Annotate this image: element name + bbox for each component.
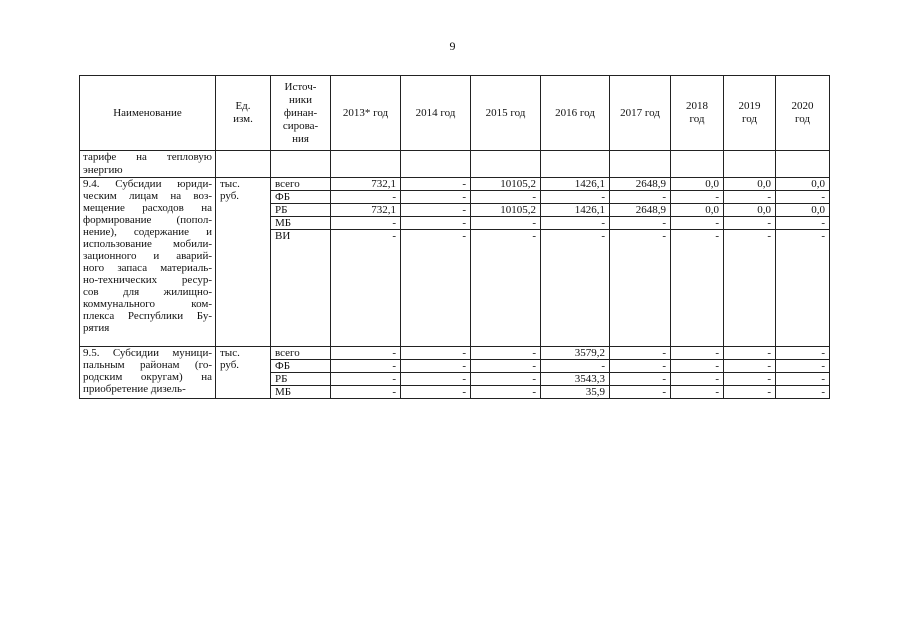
value-cell: - <box>724 191 776 204</box>
value-cell: 3579,2 <box>541 347 610 360</box>
header-year-2018: 2018 год <box>671 76 724 151</box>
value-cell: - <box>776 191 830 204</box>
source-cell: РБ <box>271 373 331 386</box>
empty-cell <box>610 151 671 178</box>
continuation-text: тарифе на тепловую энергию <box>80 151 216 178</box>
value-cell: - <box>471 373 541 386</box>
value-cell: - <box>610 217 671 230</box>
header-unit: Ед. изм. <box>216 76 271 151</box>
value-cell: - <box>401 373 471 386</box>
empty-cell <box>331 151 401 178</box>
value-cell: 0,0 <box>776 204 830 217</box>
value-cell: - <box>671 373 724 386</box>
header-year-2013: 2013* год <box>331 76 401 151</box>
value-cell: 10105,2 <box>471 178 541 191</box>
value-cell: 0,0 <box>671 204 724 217</box>
value-cell: - <box>471 217 541 230</box>
value-cell: - <box>671 191 724 204</box>
header-year-2019: 2019 год <box>724 76 776 151</box>
unit-cell: тыс. руб. <box>216 178 271 347</box>
source-cell: всего <box>271 178 331 191</box>
empty-cell <box>271 151 331 178</box>
value-cell: 732,1 <box>331 178 401 191</box>
value-cell: - <box>776 347 830 360</box>
value-cell: - <box>610 360 671 373</box>
empty-cell <box>724 151 776 178</box>
value-cell: - <box>776 373 830 386</box>
source-cell: МБ <box>271 217 331 230</box>
continuation-row <box>80 151 830 178</box>
empty-cell <box>541 151 610 178</box>
value-cell: - <box>610 230 671 347</box>
financing-table <box>79 75 830 399</box>
value-cell: 35,9 <box>541 386 610 399</box>
value-cell: 1426,1 <box>541 178 610 191</box>
value-cell: - <box>541 360 610 373</box>
header-year-2017: 2017 год <box>610 76 671 151</box>
header-name: Наименование <box>80 76 216 151</box>
value-cell: 2648,9 <box>610 204 671 217</box>
value-cell: - <box>610 191 671 204</box>
value-cell: 732,1 <box>331 204 401 217</box>
empty-cell <box>401 151 471 178</box>
value-cell: - <box>471 191 541 204</box>
table-header-row <box>80 76 830 151</box>
value-cell: - <box>471 386 541 399</box>
value-cell: - <box>724 373 776 386</box>
empty-cell <box>216 151 271 178</box>
value-cell: - <box>671 230 724 347</box>
header-year-2020: 2020 год <box>776 76 830 151</box>
value-cell: - <box>610 386 671 399</box>
value-cell: - <box>724 360 776 373</box>
value-cell: - <box>471 347 541 360</box>
value-cell: - <box>401 230 471 347</box>
value-cell: - <box>671 217 724 230</box>
table-row <box>80 178 830 191</box>
empty-cell <box>671 151 724 178</box>
value-cell: - <box>331 217 401 230</box>
value-cell: - <box>610 347 671 360</box>
value-cell: - <box>331 386 401 399</box>
value-cell: - <box>401 178 471 191</box>
value-cell: - <box>724 347 776 360</box>
value-cell: - <box>401 191 471 204</box>
value-cell: - <box>541 217 610 230</box>
value-cell: - <box>776 360 830 373</box>
value-cell: - <box>671 386 724 399</box>
source-cell: всего <box>271 347 331 360</box>
value-cell: 1426,1 <box>541 204 610 217</box>
source-cell: ФБ <box>271 360 331 373</box>
value-cell: - <box>541 191 610 204</box>
source-cell: ФБ <box>271 191 331 204</box>
table-row <box>80 347 830 360</box>
value-cell: - <box>776 230 830 347</box>
value-cell: - <box>331 191 401 204</box>
value-cell: 0,0 <box>776 178 830 191</box>
value-cell: 0,0 <box>724 204 776 217</box>
header-year-2016: 2016 год <box>541 76 610 151</box>
header-year-2015: 2015 год <box>471 76 541 151</box>
value-cell: 2648,9 <box>610 178 671 191</box>
value-cell: - <box>471 360 541 373</box>
value-cell: - <box>610 373 671 386</box>
value-cell: - <box>401 386 471 399</box>
header-source: Источ- ники финан- сирова- ния <box>271 76 331 151</box>
value-cell: - <box>541 230 610 347</box>
value-cell: - <box>401 360 471 373</box>
value-cell: - <box>331 373 401 386</box>
source-cell: РБ <box>271 204 331 217</box>
value-cell: - <box>724 386 776 399</box>
source-cell: ВИ <box>271 230 331 347</box>
value-cell: - <box>776 217 830 230</box>
empty-cell <box>471 151 541 178</box>
empty-cell <box>776 151 830 178</box>
value-cell: - <box>671 347 724 360</box>
value-cell: - <box>331 360 401 373</box>
value-cell: - <box>331 347 401 360</box>
unit-cell: тыс. руб. <box>216 347 271 399</box>
section-9-5-description: 9.5. Субсидии муници- пальным районам (го- родским округам) на приобретение дизель- <box>80 347 216 399</box>
value-cell: - <box>401 204 471 217</box>
value-cell: - <box>671 360 724 373</box>
value-cell: - <box>776 386 830 399</box>
value-cell: - <box>724 230 776 347</box>
value-cell: 10105,2 <box>471 204 541 217</box>
value-cell: - <box>401 217 471 230</box>
value-cell: 3543,3 <box>541 373 610 386</box>
value-cell: 0,0 <box>724 178 776 191</box>
value-cell: - <box>471 230 541 347</box>
value-cell: - <box>331 230 401 347</box>
value-cell: - <box>401 347 471 360</box>
page-number: 9 <box>449 39 456 53</box>
header-year-2014: 2014 год <box>401 76 471 151</box>
value-cell: - <box>724 217 776 230</box>
value-cell: 0,0 <box>671 178 724 191</box>
section-9-4-description: 9.4. Субсидии юриди- ческим лицам на воз- мещение расходов на формирование (попол- нение), содержание и использование мобили- зационного и аварий- ного запаса материаль- но-технических ресур- сов для жилищно- коммунального ком- плекса Республики Бу- рятия <box>80 178 216 347</box>
source-cell: МБ <box>271 386 331 399</box>
